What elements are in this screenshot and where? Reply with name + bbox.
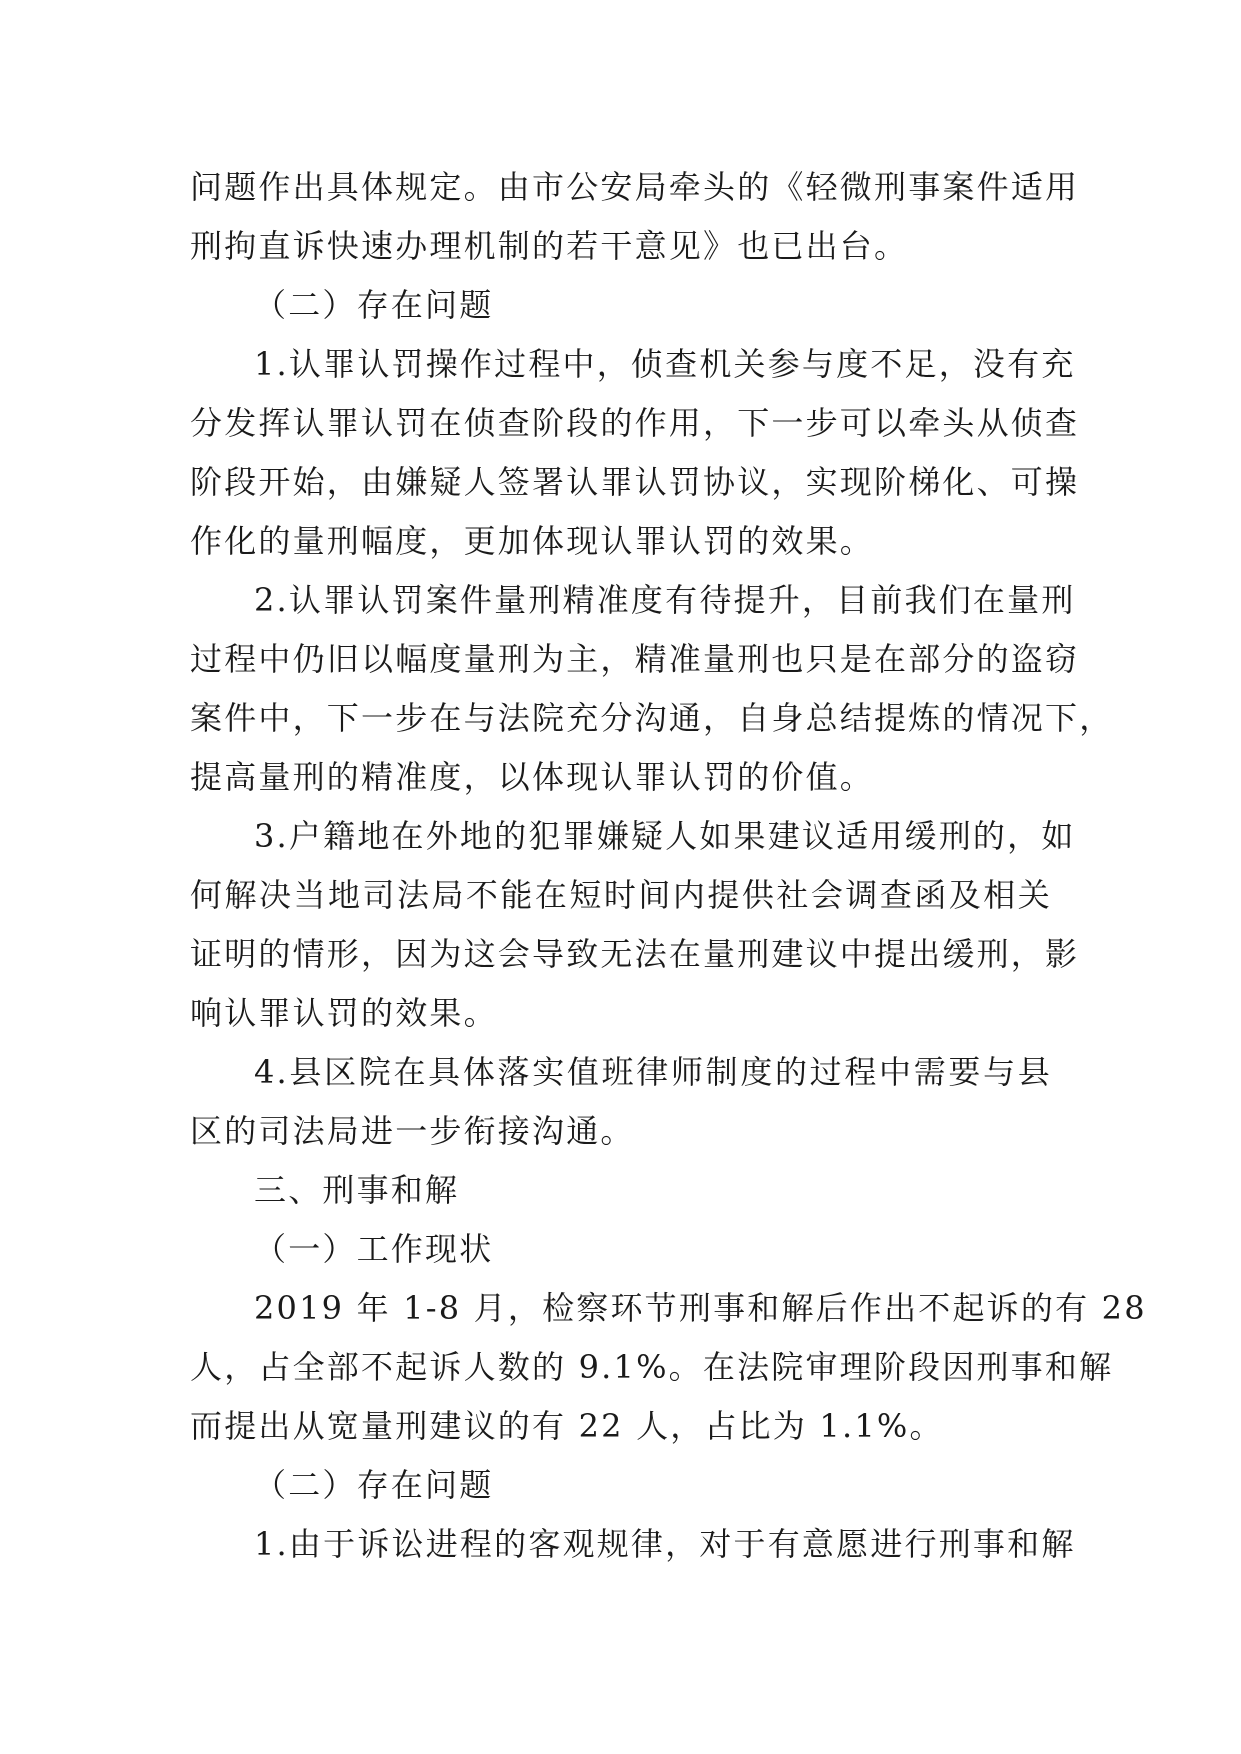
text-line: 提高量刑的精准度，以体现认罪认罚的价值。 <box>190 758 875 796</box>
text-line: 3.户籍地在外地的犯罪嫌疑人如果建议适用缓刑的，如 <box>254 817 1076 855</box>
text-line: 人，占全部不起诉人数的 9.1%。在法院审理阶段因刑事和解 <box>190 1348 1114 1386</box>
text-line: 问题作出具体规定。由市公安局牵头的《轻微刑事案件适用 <box>190 168 1080 206</box>
text-line: 何解决当地司法局不能在短时间内提供社会调查函及相关 <box>190 876 1052 914</box>
text-line: 作化的量刑幅度，更加体现认罪认罚的效果。 <box>190 522 875 560</box>
text-line: 刑拘直诉快速办理机制的若干意见》也已出台。 <box>190 227 909 265</box>
section-heading: （一）工作现状 <box>254 1230 494 1268</box>
text-line: 区的司法局进一步衔接沟通。 <box>190 1112 635 1150</box>
section-heading: （二）存在问题 <box>254 1466 494 1504</box>
text-line: 而提出从宽量刑建议的有 22 人，占比为 1.1%。 <box>190 1407 944 1445</box>
text-line: 响认罪认罚的效果。 <box>190 994 498 1032</box>
text-line: 案件中，下一步在与法院充分沟通，自身总结提炼的情况下， <box>190 699 1114 737</box>
text-line: 证明的情形，因为这会导致无法在量刑建议中提出缓刑，影 <box>190 935 1080 973</box>
text-line: 阶段开始，由嫌疑人签署认罪认罚协议，实现阶梯化、可操 <box>190 463 1080 501</box>
document-body <box>190 158 1147 1574</box>
text-line: 2.认罪认罚案件量刑精准度有待提升，目前我们在量刑 <box>254 581 1076 619</box>
text-line: 分发挥认罪认罚在侦查阶段的作用，下一步可以牵头从侦查 <box>190 404 1080 442</box>
text-line: 2019 年 1-8 月，检察环节刑事和解后作出不起诉的有 28 <box>254 1289 1147 1327</box>
text-line: 过程中仍旧以幅度量刑为主，精准量刑也只是在部分的盗窃 <box>190 640 1080 678</box>
section-heading: 三、刑事和解 <box>254 1171 460 1209</box>
text-line: 1.认罪认罚操作过程中，侦查机关参与度不足，没有充 <box>254 345 1076 383</box>
text-line: 4.县区院在具体落实值班律师制度的过程中需要与县 <box>254 1053 1052 1091</box>
section-heading: （二）存在问题 <box>254 286 494 324</box>
text-line: 1.由于诉讼进程的客观规律，对于有意愿进行刑事和解 <box>254 1525 1076 1563</box>
